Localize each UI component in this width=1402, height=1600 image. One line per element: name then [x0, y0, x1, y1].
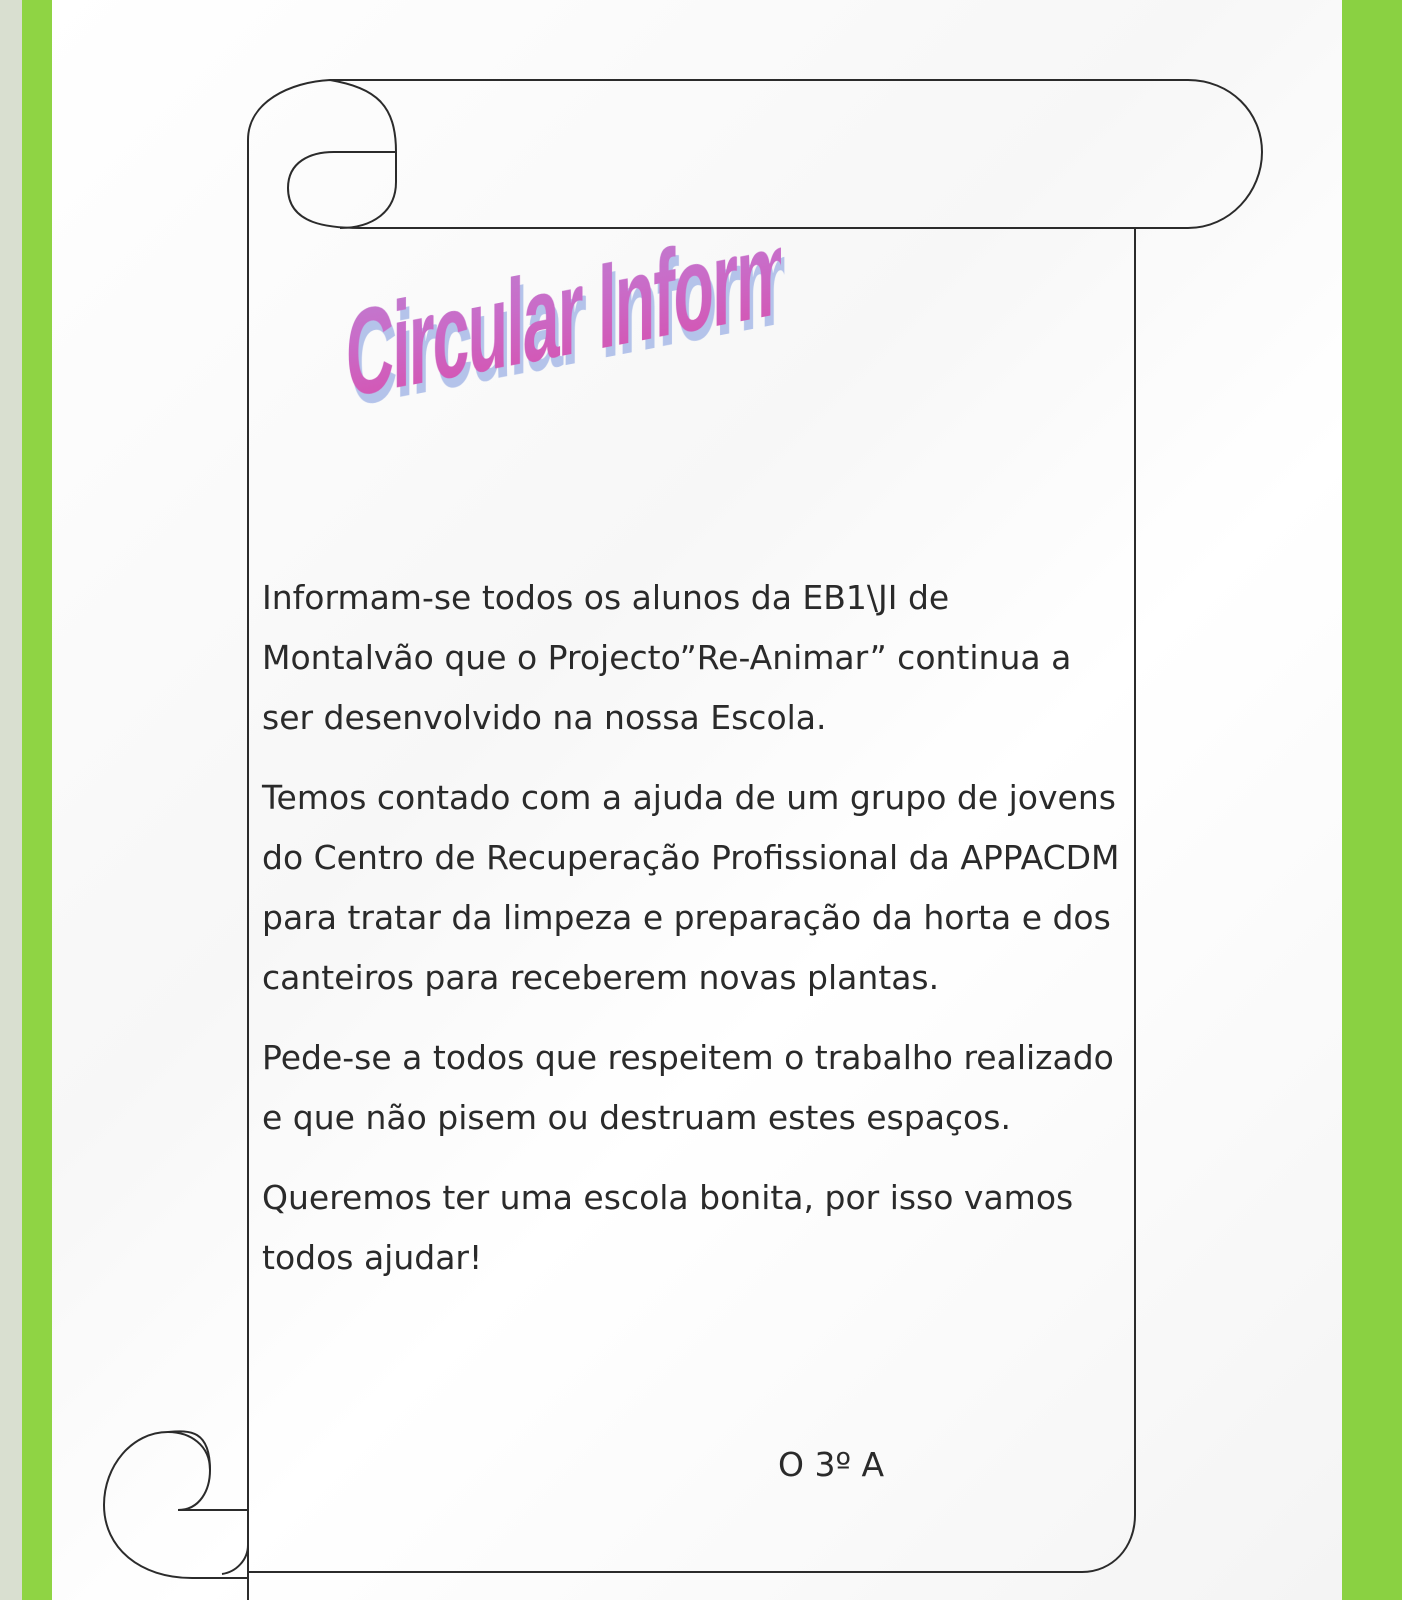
scroll-bottom-curl	[104, 1432, 248, 1578]
paragraph-project: Informam-se todos os alunos da EB1\JI de Montalvão que o Projecto”Re-Animar” continua a ser desenvolvido na nossa Escola.	[262, 578, 1072, 737]
paragraph-closing: Queremos ter uma escola bonita, por isso vamos todos ajudar!	[262, 1178, 1074, 1277]
scroll-top-curl	[248, 80, 396, 228]
circular-body	[262, 568, 1130, 1308]
paragraph-respect: Pede-se a todos que respeitem o trabalho realizado e que não pisem ou destruam estes espaços.	[262, 1038, 1114, 1137]
paragraph-help: Temos contado com a ajuda de um grupo de jovens do Centro de Recuperação Profissional da APPACDM para tratar da limpeza e preparação da horta e dos canteiros para receberem novas plantas.	[262, 778, 1120, 997]
page-title: Circular Informativa	[346, 146, 781, 480]
scroll-bottom-curl-inner	[168, 1431, 248, 1574]
signature: O 3º A	[778, 1445, 885, 1484]
